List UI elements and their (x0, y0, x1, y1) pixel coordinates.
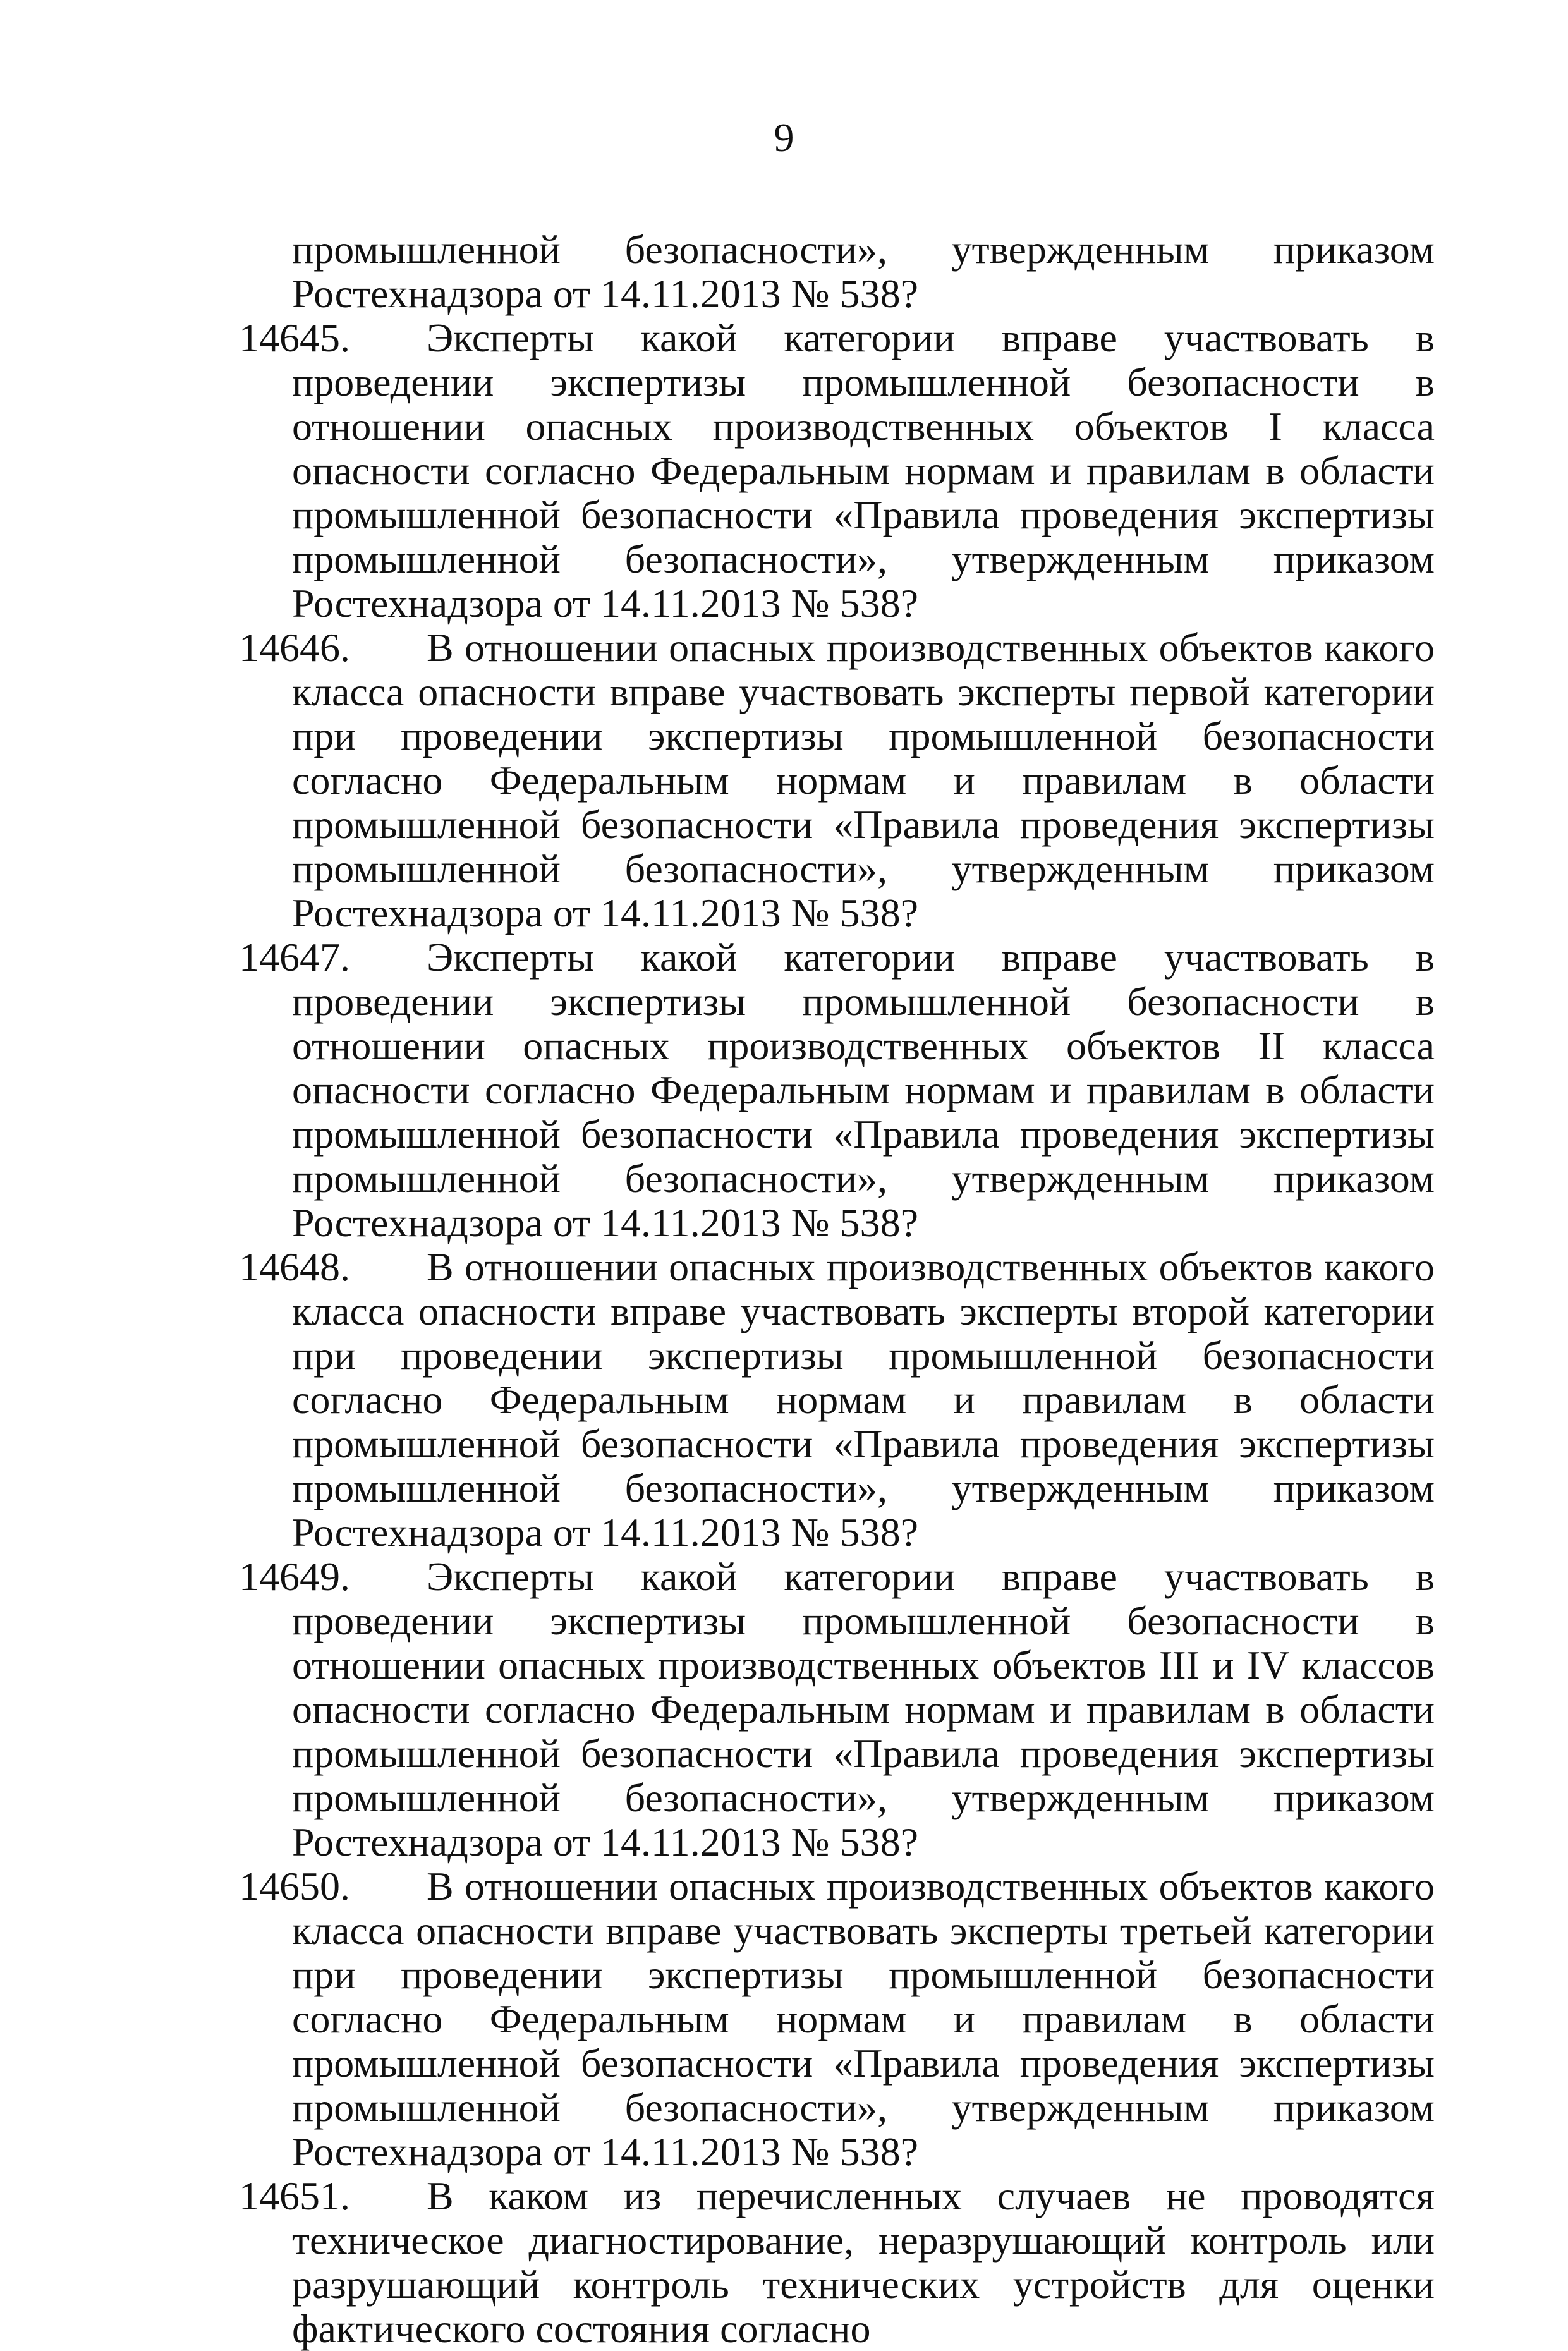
question-number: 14649. (239, 1554, 350, 1599)
question-item-14651 (239, 2174, 1435, 2351)
continuation-text: промышленной безопасности», утвержденным приказом Ростехнадзора от 14.11.2013 № 538? (292, 227, 1435, 316)
question-number: 14647. (239, 935, 350, 980)
question-text: Эксперты какой категории вправе участвовать в проведении экспертизы промышленной безопасности в отношении опасных производственных объектов I класса опасности согласно Федеральным нормам и правилам в области промышленной безопасности «Правила проведения экспертизы промышленной безопасности», утвержденным приказом Ростехнадзора от 14.11.2013 № 538? (292, 315, 1435, 626)
question-text: Эксперты какой категории вправе участвовать в проведении экспертизы промышленной безопасности в отношении опасных производственных объектов II класса опасности согласно Федеральным нормам и правилам в области промышленной безопасности «Правила проведения экспертизы промышленной безопасности», утвержденным приказом Ростехнадзора от 14.11.2013 № 538? (292, 935, 1435, 1245)
document-body (239, 228, 1435, 2351)
question-number: 14648. (239, 1244, 350, 1289)
question-text: В отношении опасных производственных объектов какого класса опасности вправе участвовать эксперты третьей категории при проведении экспертизы промышленной безопасности согласно Федеральным нормам и правилам в области промышленной безопасности «Правила проведения экспертизы промышленной безопасности», утвержденным приказом Ростехнадзора от 14.11.2013 № 538? (292, 1864, 1435, 2174)
question-text: В отношении опасных производственных объектов какого класса опасности вправе участвовать эксперты второй категории при проведении экспертизы промышленной безопасности согласно Федеральным нормам и правилам в области промышленной безопасности «Правила проведения экспертизы промышленной безопасности», утвержденным приказом Ростехнадзора от 14.11.2013 № 538? (292, 1244, 1435, 1555)
question-number: 14645. (239, 315, 350, 360)
question-text: В каком из перечисленных случаев не проводятся техническое диагностирование, неразрушающий контроль или разрушающий контроль технических устройств для оценки фактического состояния согласно (292, 2173, 1435, 2351)
question-text: В отношении опасных производственных объектов какого класса опасности вправе участвовать эксперты первой категории при проведении экспертизы промышленной безопасности согласно Федеральным нормам и правилам в области промышленной безопасности «Правила проведения экспертизы промышленной безопасности», утвержденным приказом Ростехнадзора от 14.11.2013 № 538? (292, 625, 1435, 935)
question-item-14648 (239, 1245, 1435, 1555)
question-number: 14650. (239, 1864, 350, 1909)
question-item-14646 (239, 626, 1435, 935)
question-number: 14646. (239, 625, 350, 670)
question-text: Эксперты какой категории вправе участвовать в проведении экспертизы промышленной безопасности в отношении опасных производственных объектов III и IV классов опасности согласно Федеральным нормам и правилам в области промышленной безопасности «Правила проведения экспертизы промышленной безопасности», утвержденным приказом Ростехнадзора от 14.11.2013 № 538? (292, 1554, 1435, 1864)
question-item-14650 (239, 1864, 1435, 2174)
question-item-14645 (239, 316, 1435, 626)
page-number: 9 (774, 115, 794, 160)
question-item-14647 (239, 935, 1435, 1245)
question-item-14649 (239, 1555, 1435, 1864)
question-number: 14651. (239, 2173, 350, 2218)
